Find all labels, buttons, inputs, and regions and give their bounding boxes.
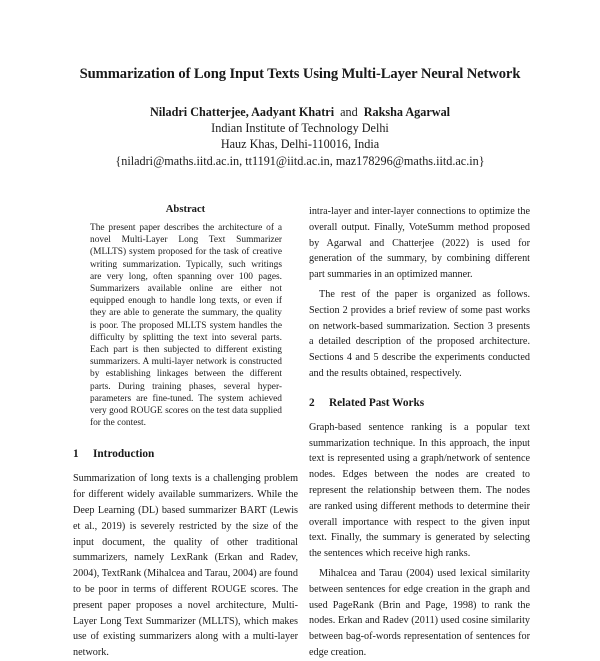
left-column [73,204,298,659]
section-title: Related Past Works [329,396,425,409]
author-block [0,104,600,169]
author-conjunction: and [340,105,358,119]
section-number: 2 [309,396,315,409]
introduction-paragraph: Summarization of long texts is a challenging problem for different widely available summarizers. While the Deep Learning (DL) based summarizer BART (Lewis et al., 2019) is severely restricted by the size of the input document, the quality of other traditional summarizers, namely LexRank (Erkan and Radev, 2004), TextRank (Mihalcea and Tarau, 2004) are found to be poor in terms of different ROUGE scores. The present paper proposes a novel architecture, Multi-Layer Long Text Summarizer (MLLTS), which makes use of existing summarizers along with a multi-layer network. [73,473,298,659]
paper-title: Summarization of Long Input Texts Using Multi-Layer Neural Network [79,66,521,82]
author-names-last: Raksha Agarwal [363,105,451,119]
author-names-first: Niladri Chatterjee, Aadyant Khatri [149,105,335,119]
abstract-text: The present paper describes the architecture of a novel Multi-Layer Long Text Summarizer (MLLTS) system proposed for the task of creative writing summarization. Typically, such writings are very long, often spanning over 100 pages. Summarizers available online are either not equipped enough to handle long texts, or even if they are able to generate the summary, the quality is poor. The proposed MLLTS system handles the difficulty by splitting the text into several parts. Each part is then subjected to different existing summarizers. A multi-layer network is constructed by establishing linkages between the different parts. During training phases, several hyper-parameters are fine-tuned. The system achieved very good ROUGE scores on the test data supplied for the contest. [90,223,282,429]
section-heading-related-works [309,397,530,409]
address: Hauz Khas, Delhi-110016, India [220,137,380,152]
organization-paragraph: The rest of the paper is organized as follows. Section 2 provides a brief review of some past works on network-based summarization. Section 3 presents a detailed description of the proposed architecture. Sections 4 and 5 describe the experiments conducted and the results obtained, respectively. [309,288,530,379]
section-number: 1 [73,448,79,461]
related-works-paragraph: Graph-based sentence ranking is a popular text summarization technique. In this approach, the input text is represented using a graph/network of sentence nodes. Edges between the nodes are created to represent the relationship between them. The nodes are ranked using different methods to determine their overall importance with respect to the given input text. Finally, the summary is generated by selecting the sentences which receive high ranks. [309,421,530,560]
right-column [309,204,530,658]
related-works-paragraph-2: Mihalcea and Tarau (2004) used lexical similarity between sentences for edge creation in the graph and used PageRank (Brin and Page, 1998) to rank the nodes. Erkan and Radev (2011) used cosine similarity between bag-of-words representation of sentences for edge creation. [309,567,530,658]
section-title: Introduction [93,448,155,461]
introduction-continued-paragraph: intra-layer and inter-layer connections to optimize the overall output. Finally, VoteSumm method proposed by Agarwal and Chatterjee (2022) is used for generation of the summary, by combining different part summaries in an optimized manner. [309,206,530,281]
author-emails: {niladri@maths.iitd.ac.in, tt1191@iitd.ac.in, maz178296@maths.iitd.ac.in} [115,153,485,168]
affiliation: Indian Institute of Technology Delhi [211,121,389,136]
abstract-heading: Abstract [165,204,206,215]
author-names [0,104,600,120]
section-heading-introduction [73,448,298,460]
